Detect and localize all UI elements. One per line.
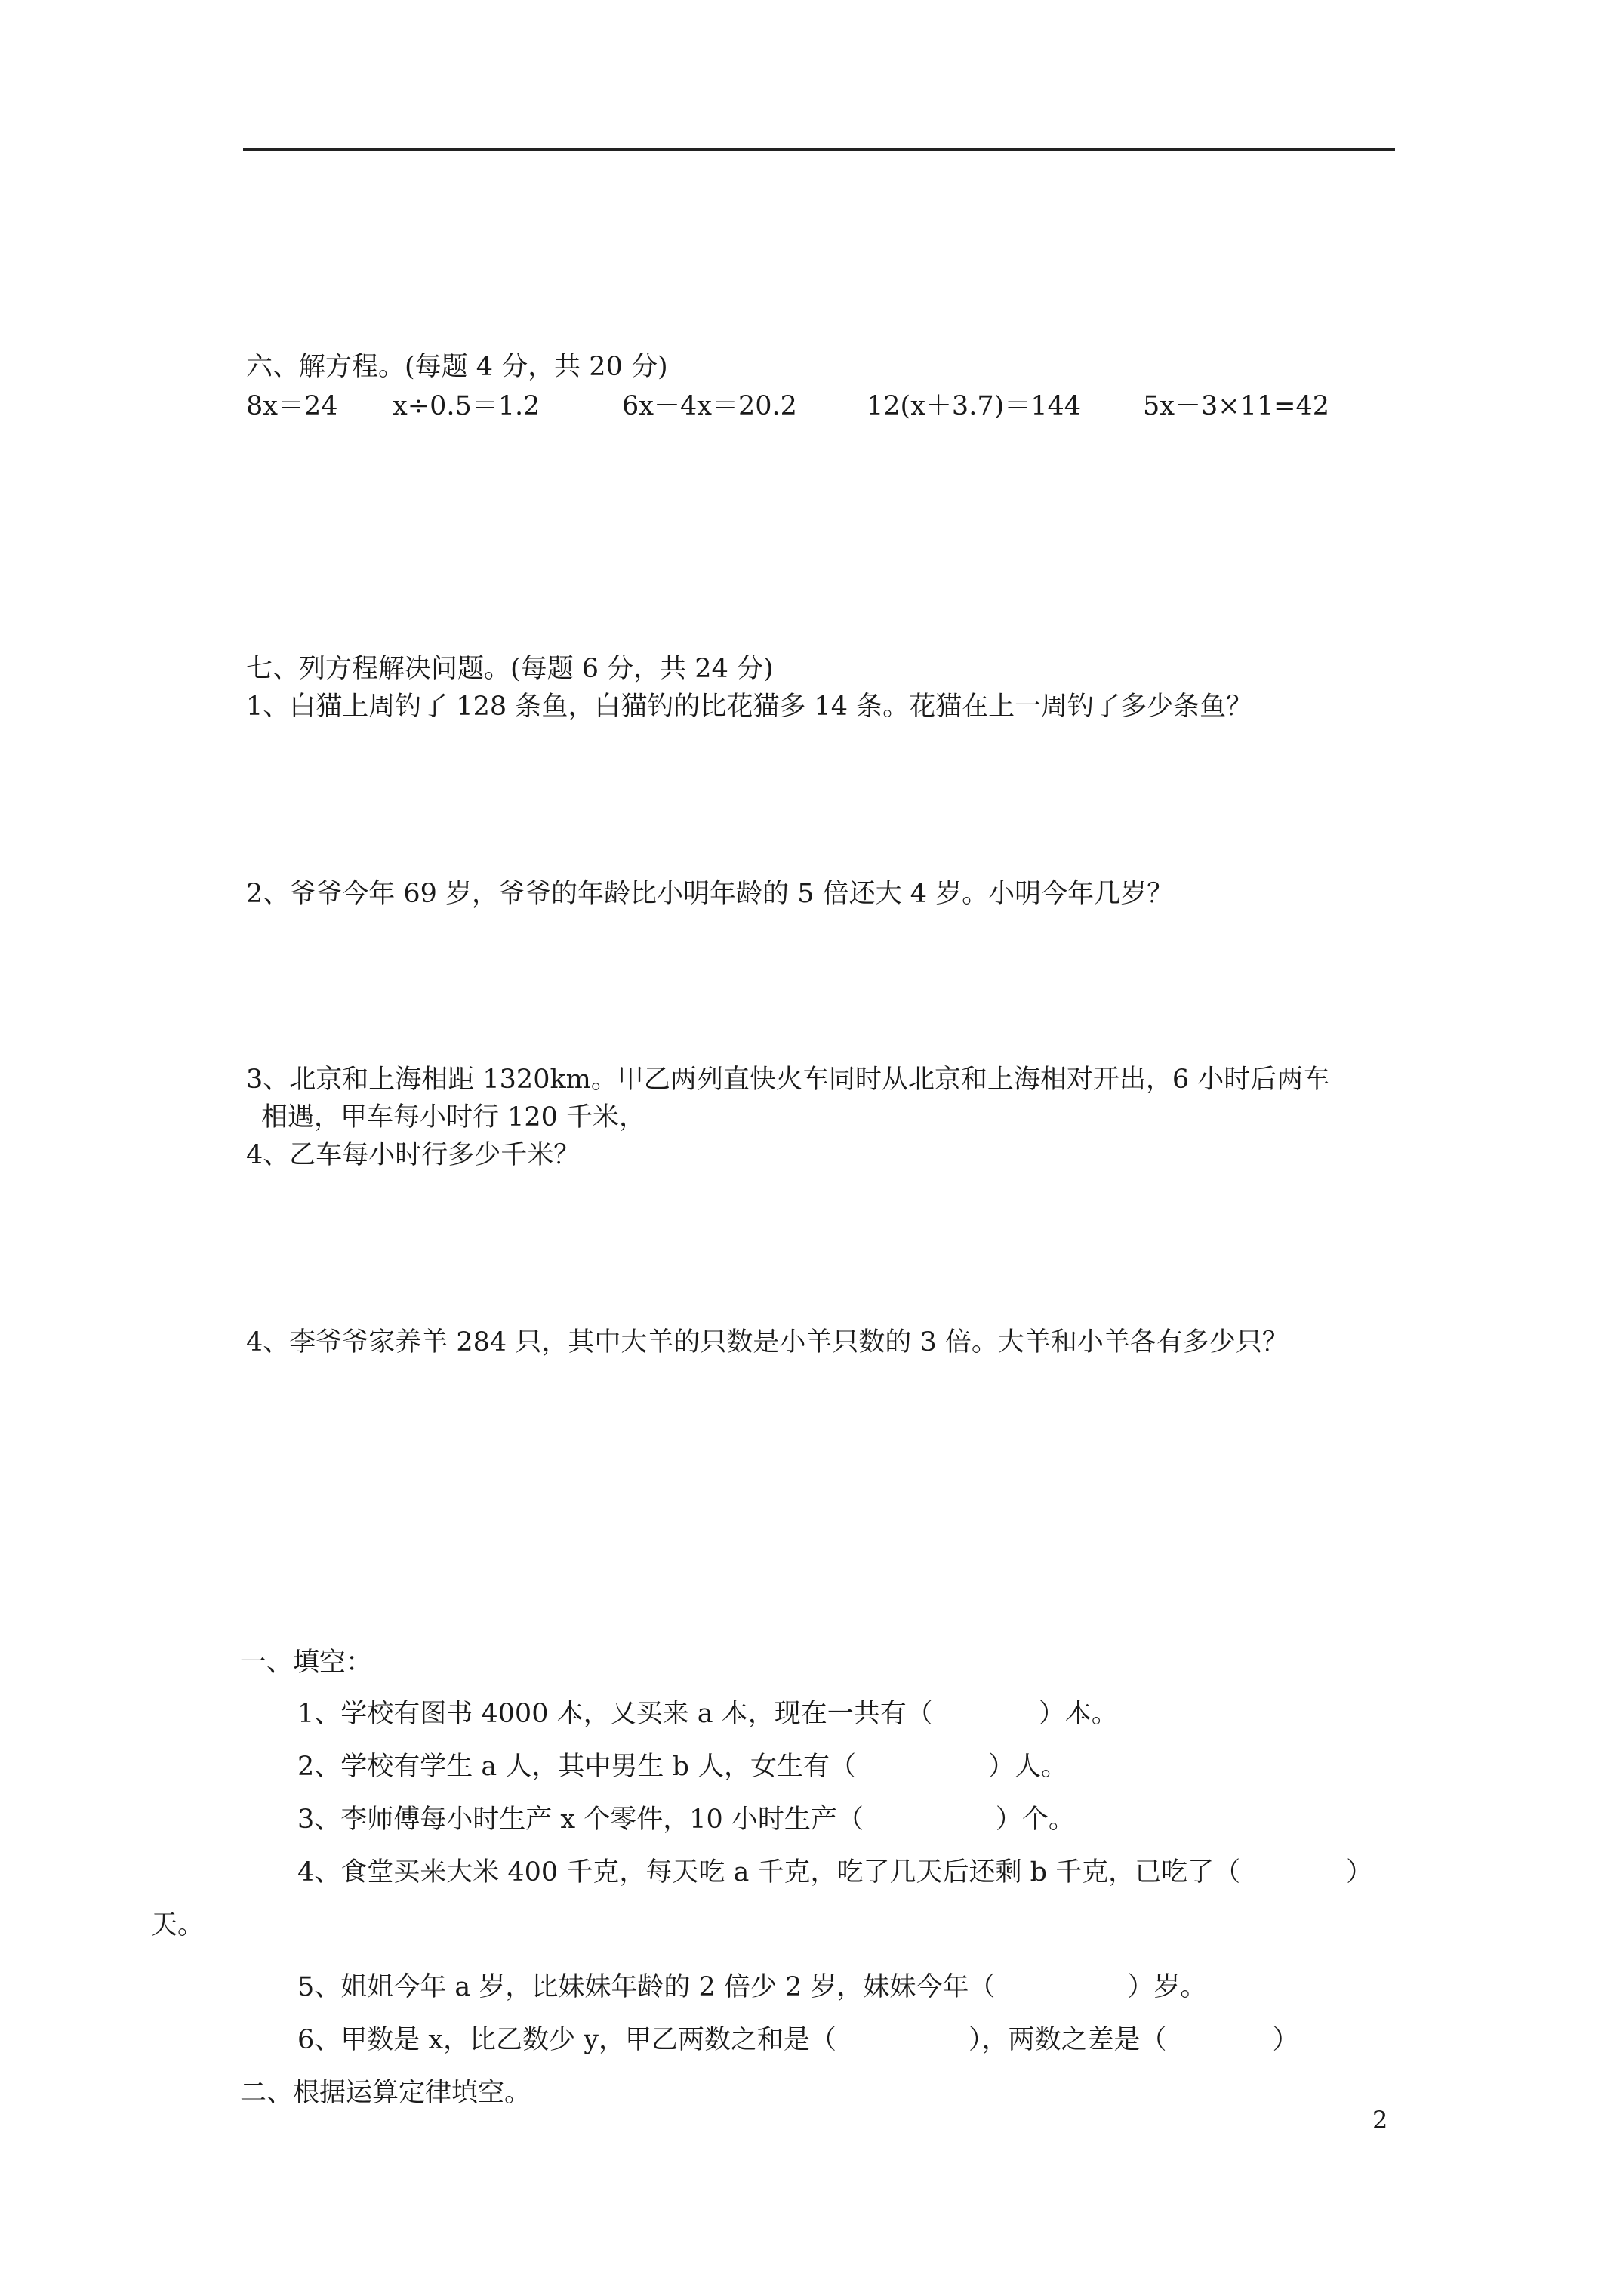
equation-4: 12(x＋3.7)＝144 bbox=[867, 391, 1082, 421]
section7-title: 七、列方程解决问题。(每题 6 分，共 24 分) bbox=[246, 654, 774, 684]
fill-section-title: 一、填空： bbox=[240, 1647, 373, 1678]
section7-question-3-line-1: 3、北京和上海相距 1320km。甲乙两列直快火车同时从北京和上海相对开出，6 小时后两车 bbox=[246, 1065, 1330, 1095]
section7-question-3-line-3: 4、乙车每小时行多少千米？ bbox=[246, 1140, 581, 1170]
fill-item-4-line-1: 4、食堂买来大米 400 千克，每天吃 a 千克，吃了几天后还剩 b 千克，已吃了（ ） bbox=[297, 1857, 1373, 1888]
fill-item-4-line-2: 天。 bbox=[151, 1910, 205, 1940]
section6-title: 六、解方程。(每题 4 分，共 20 分) bbox=[246, 352, 668, 382]
equation-5: 5x－3×11=42 bbox=[1143, 391, 1329, 421]
header-rule bbox=[243, 148, 1395, 151]
section7-question-1: 1、白猫上周钓了 128 条鱼，白猫钓的比花猫多 14 条。花猫在上一周钓了多少条鱼？ bbox=[246, 692, 1253, 722]
fill-item-6: 6、甲数是 x，比乙数少 y，甲乙两数之和是（ ），两数之差是（ ） bbox=[297, 2025, 1299, 2055]
equation-2: x÷0.5＝1.2 bbox=[393, 391, 540, 421]
equation-3: 6x－4x＝20.2 bbox=[622, 391, 797, 421]
section7-question-4: 4、李爷爷家养羊 284 只，其中大羊的只数是小羊只数的 3 倍。大羊和小羊各有多少只？ bbox=[246, 1327, 1289, 1358]
fill-item-1: 1、学校有图书 4000 本，又买来 a 本，现在一共有（ ）本。 bbox=[297, 1699, 1118, 1729]
equation-1: 8x＝24 bbox=[246, 391, 338, 421]
fill-item-2: 2、学校有学生 a 人，其中男生 b 人，女生有（ ）人。 bbox=[297, 1752, 1068, 1782]
fill-item-3: 3、李师傅每小时生产 x 个零件，10 小时生产（ ）个。 bbox=[297, 1804, 1075, 1835]
page-number: 2 bbox=[1372, 2106, 1388, 2134]
section7-question-2: 2、爷爷今年 69 岁，爷爷的年龄比小明年龄的 5 倍还大 4 岁。小明今年几岁？ bbox=[246, 879, 1174, 909]
fill-item-5: 5、姐姐今年 a 岁，比妹妹年龄的 2 倍少 2 岁，妹妹今年（ ）岁。 bbox=[297, 1972, 1207, 2002]
section7-question-3-line-2: 相遇，甲车每小时行 120 千米， bbox=[261, 1102, 646, 1133]
section2-title: 二、根据运算定律填空。 bbox=[240, 2078, 531, 2108]
